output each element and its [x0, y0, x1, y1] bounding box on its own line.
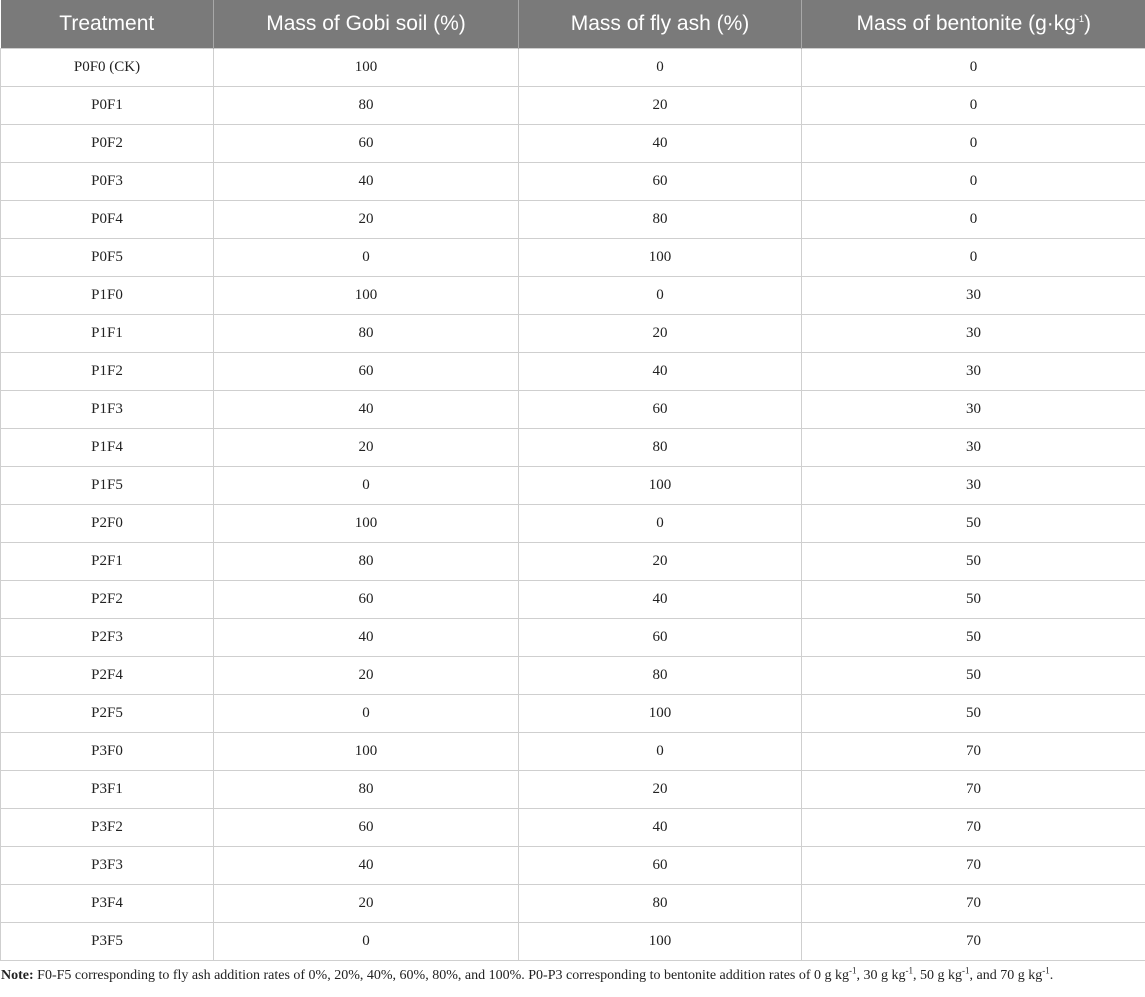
- cell-gobi-soil: 20: [214, 656, 519, 694]
- cell-fly-ash: 60: [519, 162, 802, 200]
- cell-bentonite: 30: [802, 390, 1145, 428]
- cell-fly-ash: 60: [519, 846, 802, 884]
- cell-treatment: P3F3: [1, 846, 214, 884]
- cell-bentonite: 30: [802, 428, 1145, 466]
- cell-treatment: P3F1: [1, 770, 214, 808]
- table-row: [1, 618, 1145, 656]
- table-row: [1, 48, 1145, 86]
- cell-bentonite: 0: [802, 124, 1145, 162]
- header-gobi-soil: Mass of Gobi soil (%): [214, 0, 519, 48]
- cell-fly-ash: 100: [519, 466, 802, 504]
- cell-gobi-soil: 100: [214, 276, 519, 314]
- cell-fly-ash: 40: [519, 352, 802, 390]
- cell-gobi-soil: 20: [214, 200, 519, 238]
- note-exponent-4: -1: [1042, 964, 1050, 975]
- table-row: [1, 162, 1145, 200]
- note-exponent-3: -1: [962, 964, 970, 975]
- cell-gobi-soil: 80: [214, 314, 519, 352]
- cell-bentonite: 50: [802, 504, 1145, 542]
- table-row: [1, 808, 1145, 846]
- cell-gobi-soil: 100: [214, 48, 519, 86]
- cell-fly-ash: 80: [519, 200, 802, 238]
- table-row: [1, 504, 1145, 542]
- note-exponent-2: -1: [905, 964, 914, 975]
- cell-bentonite: 70: [802, 770, 1145, 808]
- table-header: [1, 0, 1145, 48]
- cell-bentonite: 0: [802, 238, 1145, 276]
- cell-bentonite: 70: [802, 884, 1145, 922]
- cell-fly-ash: 0: [519, 276, 802, 314]
- cell-treatment: P2F2: [1, 580, 214, 618]
- note-text-2: , 30 g kg: [856, 967, 906, 983]
- cell-fly-ash: 20: [519, 314, 802, 352]
- cell-bentonite: 50: [802, 580, 1145, 618]
- cell-gobi-soil: 100: [214, 732, 519, 770]
- header-fly-ash: Mass of fly ash (%): [519, 0, 802, 48]
- cell-gobi-soil: 0: [214, 466, 519, 504]
- cell-treatment: P0F1: [1, 86, 214, 124]
- cell-bentonite: 0: [802, 48, 1145, 86]
- cell-gobi-soil: 40: [214, 846, 519, 884]
- cell-fly-ash: 80: [519, 428, 802, 466]
- table-row: [1, 314, 1145, 352]
- cell-fly-ash: 100: [519, 238, 802, 276]
- cell-bentonite: 0: [802, 200, 1145, 238]
- header-bentonite-text: Mass of bentonite (g·kg: [856, 11, 1076, 35]
- cell-bentonite: 50: [802, 618, 1145, 656]
- cell-gobi-soil: 0: [214, 238, 519, 276]
- cell-bentonite: 70: [802, 808, 1145, 846]
- cell-gobi-soil: 60: [214, 808, 519, 846]
- table-row: [1, 732, 1145, 770]
- cell-bentonite: 30: [802, 352, 1145, 390]
- header-row: [1, 0, 1145, 48]
- cell-treatment: P2F0: [1, 504, 214, 542]
- cell-bentonite: 0: [802, 86, 1145, 124]
- cell-bentonite: 30: [802, 466, 1145, 504]
- table-row: [1, 352, 1145, 390]
- cell-treatment: P0F0 (CK): [1, 48, 214, 86]
- header-bentonite: [802, 0, 1145, 48]
- cell-treatment: P3F2: [1, 808, 214, 846]
- cell-gobi-soil: 0: [214, 694, 519, 732]
- table-row: [1, 276, 1145, 314]
- cell-gobi-soil: 80: [214, 542, 519, 580]
- cell-fly-ash: 60: [519, 390, 802, 428]
- table-row: [1, 200, 1145, 238]
- cell-treatment: P1F0: [1, 276, 214, 314]
- table-row: [1, 428, 1145, 466]
- cell-treatment: P1F1: [1, 314, 214, 352]
- cell-bentonite: 50: [802, 656, 1145, 694]
- header-bentonite-close: ): [1083, 11, 1091, 35]
- cell-treatment: P0F5: [1, 238, 214, 276]
- cell-treatment: P3F0: [1, 732, 214, 770]
- cell-fly-ash: 100: [519, 922, 802, 960]
- cell-gobi-soil: 0: [214, 922, 519, 960]
- note-exponent-1: -1: [849, 964, 857, 975]
- table-row: [1, 238, 1145, 276]
- cell-treatment: P2F3: [1, 618, 214, 656]
- cell-fly-ash: 20: [519, 86, 802, 124]
- cell-fly-ash: 0: [519, 732, 802, 770]
- cell-fly-ash: 40: [519, 580, 802, 618]
- cell-fly-ash: 20: [519, 542, 802, 580]
- table-body: [1, 48, 1145, 960]
- cell-bentonite: 70: [802, 732, 1145, 770]
- table-row: [1, 86, 1145, 124]
- cell-fly-ash: 20: [519, 770, 802, 808]
- cell-fly-ash: 60: [519, 618, 802, 656]
- cell-gobi-soil: 80: [214, 770, 519, 808]
- cell-fly-ash: 100: [519, 694, 802, 732]
- cell-gobi-soil: 60: [214, 580, 519, 618]
- cell-fly-ash: 40: [519, 808, 802, 846]
- table-row: [1, 580, 1145, 618]
- table-note: [0, 961, 1145, 984]
- cell-bentonite: 30: [802, 314, 1145, 352]
- cell-treatment: P2F5: [1, 694, 214, 732]
- table-row: [1, 846, 1145, 884]
- note-label: Note:: [1, 967, 34, 983]
- table-row: [1, 390, 1145, 428]
- cell-bentonite: 0: [802, 162, 1145, 200]
- note-text-5: .: [1049, 967, 1054, 983]
- cell-treatment: P1F3: [1, 390, 214, 428]
- note-text-4: , and 70 g kg: [969, 967, 1043, 983]
- table-row: [1, 542, 1145, 580]
- cell-gobi-soil: 40: [214, 390, 519, 428]
- cell-treatment: P1F5: [1, 466, 214, 504]
- note-text-1: F0-F5 corresponding to fly ash addition rates of 0%, 20%, 40%, 60%, 80%, and 100%. P0-P3 corresponding to bentonite addition rates of 0 g kg: [33, 967, 850, 983]
- cell-treatment: P3F4: [1, 884, 214, 922]
- cell-fly-ash: 40: [519, 124, 802, 162]
- cell-fly-ash: 0: [519, 504, 802, 542]
- cell-bentonite: 70: [802, 922, 1145, 960]
- table-row: [1, 466, 1145, 504]
- note-text-3: , 50 g kg: [913, 967, 963, 983]
- cell-gobi-soil: 20: [214, 884, 519, 922]
- cell-treatment: P0F4: [1, 200, 214, 238]
- cell-gobi-soil: 80: [214, 86, 519, 124]
- header-treatment: Treatment: [1, 0, 214, 48]
- table-row: [1, 694, 1145, 732]
- cell-fly-ash: 80: [519, 884, 802, 922]
- cell-treatment: P2F4: [1, 656, 214, 694]
- cell-treatment: P0F3: [1, 162, 214, 200]
- cell-treatment: P3F5: [1, 922, 214, 960]
- cell-treatment: P1F2: [1, 352, 214, 390]
- cell-bentonite: 50: [802, 694, 1145, 732]
- table-row: [1, 884, 1145, 922]
- cell-gobi-soil: 60: [214, 124, 519, 162]
- cell-gobi-soil: 60: [214, 352, 519, 390]
- cell-bentonite: 50: [802, 542, 1145, 580]
- cell-bentonite: 70: [802, 846, 1145, 884]
- cell-gobi-soil: 100: [214, 504, 519, 542]
- cell-gobi-soil: 40: [214, 618, 519, 656]
- cell-gobi-soil: 20: [214, 428, 519, 466]
- cell-treatment: P1F4: [1, 428, 214, 466]
- cell-treatment: P2F1: [1, 542, 214, 580]
- cell-bentonite: 30: [802, 276, 1145, 314]
- table-row: [1, 124, 1145, 162]
- table-row: [1, 922, 1145, 960]
- table-row: [1, 656, 1145, 694]
- cell-treatment: P0F2: [1, 124, 214, 162]
- header-bentonite-exponent: -1: [1075, 13, 1084, 24]
- cell-fly-ash: 80: [519, 656, 802, 694]
- cell-fly-ash: 0: [519, 48, 802, 86]
- table-row: [1, 770, 1145, 808]
- cell-gobi-soil: 40: [214, 162, 519, 200]
